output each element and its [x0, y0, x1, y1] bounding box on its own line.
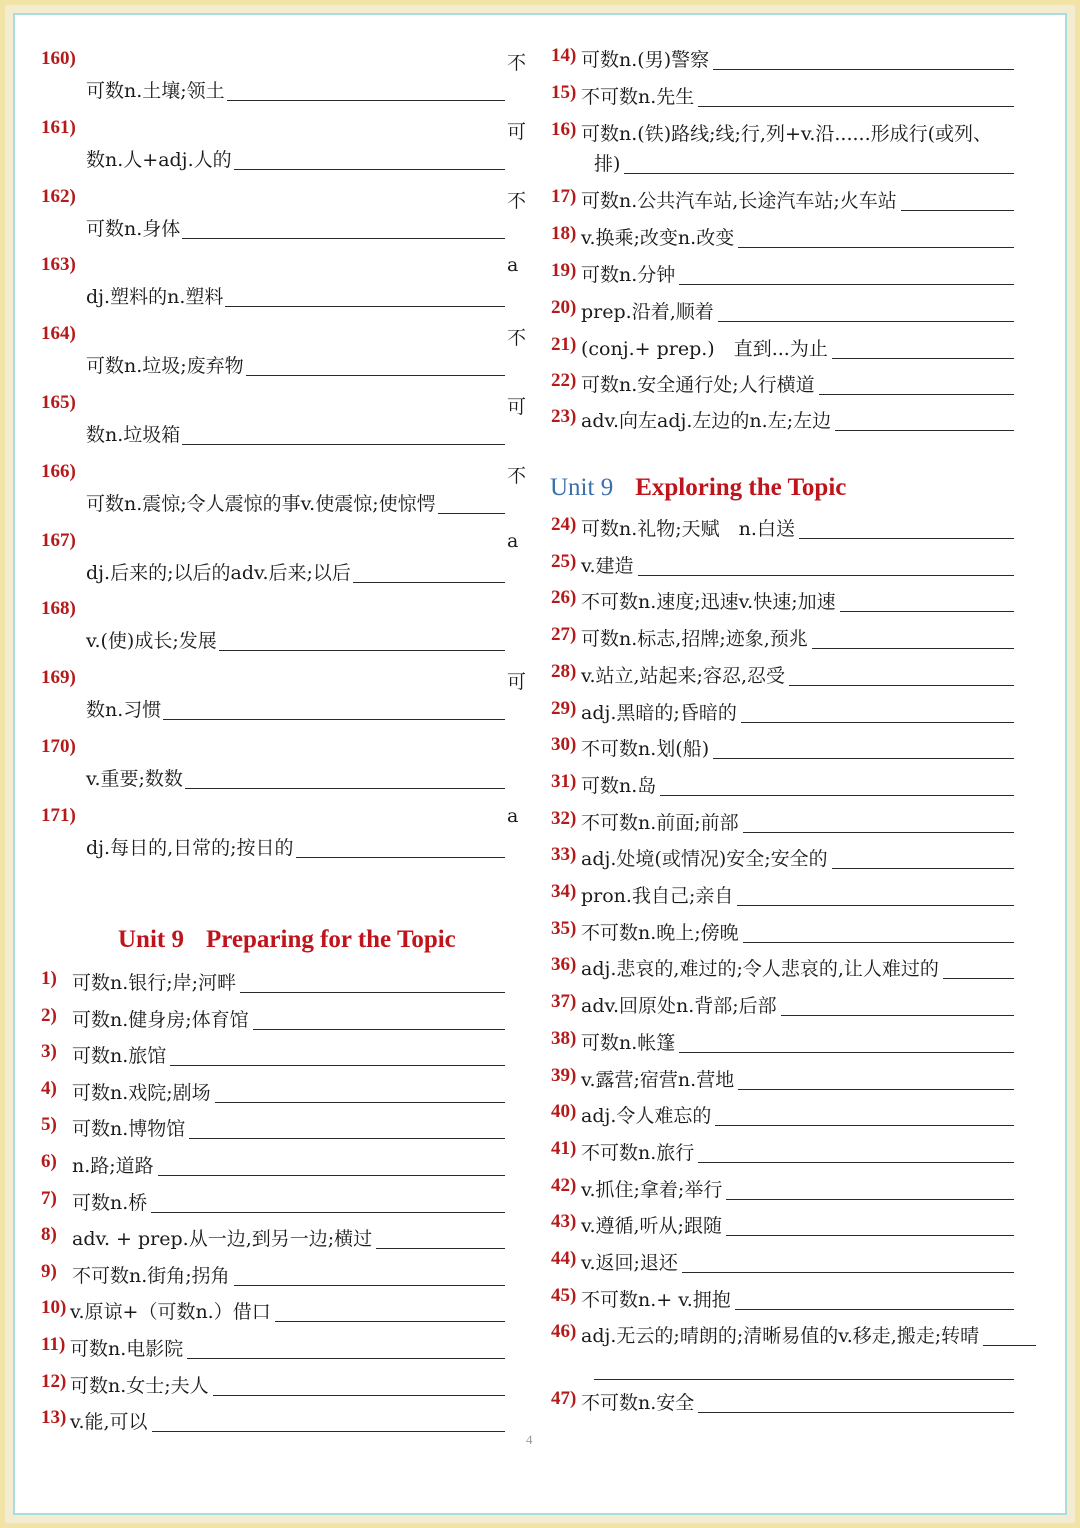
answer-blank[interactable] [832, 868, 1014, 869]
item-definition: v.站立,站起来;容忍,忍受 [581, 664, 786, 687]
answer-blank[interactable] [215, 1102, 505, 1103]
item-wrapped-start: 可 [507, 396, 527, 418]
item-number: 5) [41, 1114, 57, 1136]
answer-blank[interactable] [943, 978, 1014, 979]
item-definition: adj.令人难忘的 [581, 1105, 712, 1128]
answer-blank[interactable] [158, 1175, 505, 1176]
answer-blank[interactable] [741, 722, 1014, 723]
item-number: 28) [551, 660, 577, 682]
unit-topic: Preparing for the Topic [205, 926, 456, 953]
item-number: 3) [41, 1041, 57, 1063]
item-number: 15) [551, 82, 577, 103]
item-definition: 不可数n.先生 [581, 86, 695, 108]
item-definition: 不可数n.晚上;傍晚 [581, 921, 739, 944]
item-wrapped-start: 不 [507, 464, 527, 487]
item-wrapped-start: a [507, 804, 519, 827]
item-number: 30) [551, 734, 577, 756]
answer-blank[interactable] [799, 538, 1014, 539]
item-definition: adv.向左adj.左边的n.左;左边 [581, 410, 832, 432]
item-definition: 不可数n.街角;拐角 [72, 1264, 230, 1287]
answer-blank[interactable] [660, 795, 1014, 796]
item-wrapped-start: 不 [507, 189, 527, 212]
item-number: 26) [551, 587, 577, 609]
answer-blank[interactable] [738, 1089, 1014, 1090]
item-number: 21) [551, 334, 577, 355]
item-definition: adj.无云的;晴朗的;清晰易值的v.移走,搬走;转晴 [581, 1325, 980, 1348]
item-number: 40) [551, 1101, 577, 1123]
item-number: 11) [41, 1334, 66, 1355]
answer-blank[interactable] [983, 1345, 1036, 1346]
answer-blank[interactable] [901, 210, 1014, 211]
item-number: 23) [551, 406, 577, 427]
item-definition: 数n.习惯 [86, 699, 162, 722]
item-number: 164) [41, 323, 76, 345]
answer-blank[interactable] [737, 905, 1014, 906]
item-definition: 可数n.旅馆 [72, 1045, 167, 1068]
item-definition: 可数n.博物馆 [72, 1118, 186, 1141]
unit-heading-preparing [118, 926, 456, 954]
item-wrapped-start: a [507, 254, 519, 277]
item-number: 165) [41, 392, 76, 413]
answer-blank[interactable] [376, 1248, 505, 1249]
item-number: 7) [41, 1187, 57, 1209]
item-number: 45) [551, 1284, 577, 1306]
item-definition: n.路;道路 [72, 1155, 154, 1177]
item-wrapped-start: 可 [507, 671, 527, 694]
item-definition: v.返回;退还 [581, 1252, 678, 1274]
item-number: 27) [551, 624, 577, 646]
item-definition: v.重要;数数 [86, 768, 183, 790]
item-number: 36) [551, 954, 577, 976]
item-number: 8) [41, 1224, 57, 1246]
item-definition: adv. + prep.从一边,到另一边;横过 [72, 1228, 373, 1251]
item-number: 19) [551, 260, 577, 281]
item-number: 38) [551, 1027, 577, 1049]
item-definition: 可数n.安全通行处;人行横道 [581, 374, 815, 396]
item-definition: adj.黑暗的;昏暗的 [581, 701, 737, 724]
item-definition: pron.我自己;亲自 [581, 885, 734, 907]
answer-blank[interactable] [726, 1199, 1014, 1200]
answer-blank[interactable] [715, 1125, 1014, 1126]
answer-blank[interactable] [227, 100, 505, 101]
answer-blank[interactable] [713, 758, 1014, 759]
item-definition: v.建造 [581, 554, 634, 577]
item-number: 2) [41, 1004, 57, 1026]
item-definition: v.能,可以 [70, 1411, 148, 1434]
answer-blank[interactable] [185, 788, 505, 789]
item-number: 12) [41, 1370, 67, 1392]
answer-blank[interactable] [835, 430, 1014, 431]
unit-topic: Exploring the Topic [635, 474, 847, 501]
item-number: 1) [41, 968, 57, 989]
answer-blank[interactable] [698, 1162, 1014, 1163]
item-number: 17) [551, 186, 577, 207]
item-definition: 排) [594, 153, 621, 175]
item-number: 166) [41, 460, 76, 482]
unit-label: Unit 9 [118, 926, 184, 953]
item-definition: v.换乘;改变n.改变 [581, 227, 735, 249]
answer-blank[interactable] [219, 650, 505, 651]
item-number: 20) [551, 297, 577, 318]
answer-blank[interactable] [698, 106, 1014, 107]
item-definition: 可数n.岛 [581, 774, 657, 797]
item-definition: adv.回原处n.背部;后部 [581, 995, 777, 1018]
item-number: 43) [551, 1211, 577, 1233]
item-number: 163) [41, 254, 76, 276]
item-definition: dj.每日的,日常的;按日的 [86, 836, 294, 859]
item-definition: 可数n.女士;夫人 [70, 1374, 209, 1397]
item-number: 29) [551, 697, 577, 719]
item-definition: 可数n.震惊;令人震惊的事v.使震惊;使惊愕 [86, 492, 436, 515]
item-definition: 可数n.戏院;剧场 [72, 1081, 211, 1104]
answer-blank[interactable] [743, 942, 1014, 943]
item-definition: 可数n.垃圾;废弃物 [86, 355, 244, 378]
answer-blank[interactable] [698, 1412, 1014, 1413]
item-number: 42) [551, 1174, 577, 1196]
item-number: 25) [551, 550, 577, 572]
item-number: 32) [551, 807, 577, 829]
item-definition: 可数n.健身房;体育馆 [72, 1008, 249, 1031]
item-definition: 不可数n.+ v.拥抱 [581, 1288, 731, 1311]
answer-blank[interactable] [275, 1321, 505, 1322]
item-definition: 数n.垃圾箱 [86, 424, 181, 446]
item-number: 44) [551, 1248, 577, 1269]
item-definition: 可数n.标志,招牌;迹象,预兆 [581, 628, 808, 651]
item-number: 39) [551, 1064, 577, 1086]
answer-blank[interactable] [735, 1309, 1014, 1310]
item-number: 9) [41, 1260, 57, 1282]
item-number: 6) [41, 1151, 57, 1172]
item-definition: v.露营;宿营n.营地 [581, 1068, 735, 1091]
answer-blank[interactable] [151, 1212, 505, 1213]
item-definition: 可数n.土壤;领土 [86, 80, 225, 102]
item-number: 161) [41, 116, 76, 138]
item-definition: v.抓住;拿着;举行 [581, 1178, 723, 1201]
item-definition: 可数n.帐篷 [581, 1031, 676, 1054]
item-number: 162) [41, 185, 76, 207]
item-definition: 可数n.(铁)路线;线;行,列+v.沿......形成行(或列、 [581, 123, 993, 145]
answer-blank-continued[interactable] [594, 1379, 1014, 1380]
item-definition: 可数n.礼物;天赋 n.白送 [581, 518, 795, 540]
answer-blank[interactable] [789, 685, 1014, 686]
unit-heading-exploring [550, 474, 846, 502]
answer-blank[interactable] [187, 1358, 505, 1359]
page-number: 4 [526, 1432, 533, 1447]
answer-blank[interactable] [718, 321, 1014, 322]
answer-blank[interactable] [296, 857, 505, 858]
item-number: 24) [551, 514, 577, 535]
answer-blank[interactable] [353, 582, 505, 583]
item-number: 41) [551, 1137, 577, 1159]
item-number: 171) [41, 804, 76, 826]
unit-label: Unit 9 [550, 474, 614, 501]
item-wrapped-start: 不 [507, 327, 527, 350]
item-number: 16) [551, 119, 577, 140]
item-number: 18) [551, 223, 577, 244]
item-definition: prep.沿着,顺着 [581, 301, 714, 323]
item-number: 34) [551, 881, 577, 902]
answer-blank[interactable] [438, 513, 505, 514]
item-definition: 可数n.分钟 [581, 264, 676, 286]
item-number: 170) [41, 736, 76, 757]
item-number: 13) [41, 1407, 67, 1429]
answer-blank[interactable] [679, 1052, 1014, 1053]
item-definition: 不可数n.前面;前部 [581, 811, 739, 834]
item-wrapped-start: 可 [507, 120, 527, 143]
answer-blank[interactable] [738, 247, 1014, 248]
item-wrapped-start: 不 [507, 52, 527, 74]
answer-blank[interactable] [182, 238, 505, 239]
answer-blank[interactable] [213, 1395, 505, 1396]
item-number: 169) [41, 667, 76, 689]
answer-blank[interactable] [713, 69, 1014, 70]
answer-blank[interactable] [812, 648, 1014, 649]
answer-blank[interactable] [240, 992, 505, 993]
item-definition: 可数n.公共汽车站,长途汽车站;火车站 [581, 190, 897, 212]
item-number: 10) [41, 1297, 67, 1319]
answer-blank[interactable] [840, 611, 1014, 612]
item-number: 33) [551, 844, 577, 866]
answer-blank[interactable] [638, 575, 1014, 576]
answer-blank[interactable] [246, 375, 505, 376]
item-definition: 不可数n.划(船) [581, 738, 710, 761]
item-number: 47) [551, 1388, 577, 1409]
answer-blank[interactable] [152, 1431, 505, 1432]
answer-blank[interactable] [170, 1065, 505, 1066]
item-definition: v.遵循,听从;跟随 [581, 1215, 722, 1238]
answer-blank[interactable] [726, 1235, 1014, 1236]
answer-blank[interactable] [819, 394, 1014, 395]
item-definition: 不可数n.安全 [581, 1392, 695, 1414]
item-definition: v.原谅+（可数n.）借口 [70, 1301, 271, 1324]
item-number: 167) [41, 529, 76, 551]
answer-blank[interactable] [743, 832, 1014, 833]
answer-blank[interactable] [679, 284, 1014, 285]
answer-blank[interactable] [225, 306, 505, 307]
item-number: 35) [551, 917, 577, 939]
item-definition: 不可数n.旅行 [581, 1141, 695, 1164]
item-number: 14) [551, 45, 577, 66]
item-definition: 不可数n.速度;迅速v.快速;加速 [581, 591, 836, 614]
answer-blank[interactable] [234, 169, 505, 170]
item-definition: (conj.+ prep.) 直到...为止 [581, 338, 828, 360]
item-definition: 数n.人+adj.人的 [86, 148, 232, 171]
item-definition: dj.后来的;以后的adv.后来;以后 [86, 561, 351, 584]
item-definition: adj.悲哀的,难过的;令人悲哀的,让人难过的 [581, 958, 939, 981]
item-number: 160) [41, 48, 76, 69]
item-number: 22) [551, 370, 577, 391]
answer-blank[interactable] [682, 1272, 1014, 1273]
item-definition: v.(使)成长;发展 [86, 630, 217, 653]
item-definition: 可数n.身体 [86, 217, 181, 240]
answer-blank[interactable] [182, 444, 505, 445]
item-wrapped-start: a [507, 529, 519, 552]
item-definition: 可数n.(男)警察 [581, 49, 710, 71]
item-definition: 可数n.银行;岸;河畔 [72, 972, 237, 994]
item-definition: adj.处境(或情况)安全;安全的 [581, 848, 828, 871]
item-definition: 可数n.桥 [72, 1191, 148, 1214]
answer-blank[interactable] [189, 1138, 505, 1139]
answer-blank[interactable] [253, 1029, 505, 1030]
answer-blank[interactable] [624, 173, 1014, 174]
item-number: 4) [41, 1077, 57, 1099]
answer-blank[interactable] [781, 1015, 1014, 1016]
answer-blank[interactable] [832, 358, 1014, 359]
item-number: 31) [551, 770, 577, 792]
answer-blank[interactable] [163, 719, 505, 720]
answer-blank[interactable] [234, 1285, 505, 1286]
item-definition: 可数n.电影院 [70, 1338, 184, 1360]
item-number: 37) [551, 991, 577, 1013]
item-definition: dj.塑料的n.塑料 [86, 286, 224, 309]
item-number: 46) [551, 1321, 577, 1343]
item-number: 168) [41, 598, 76, 620]
